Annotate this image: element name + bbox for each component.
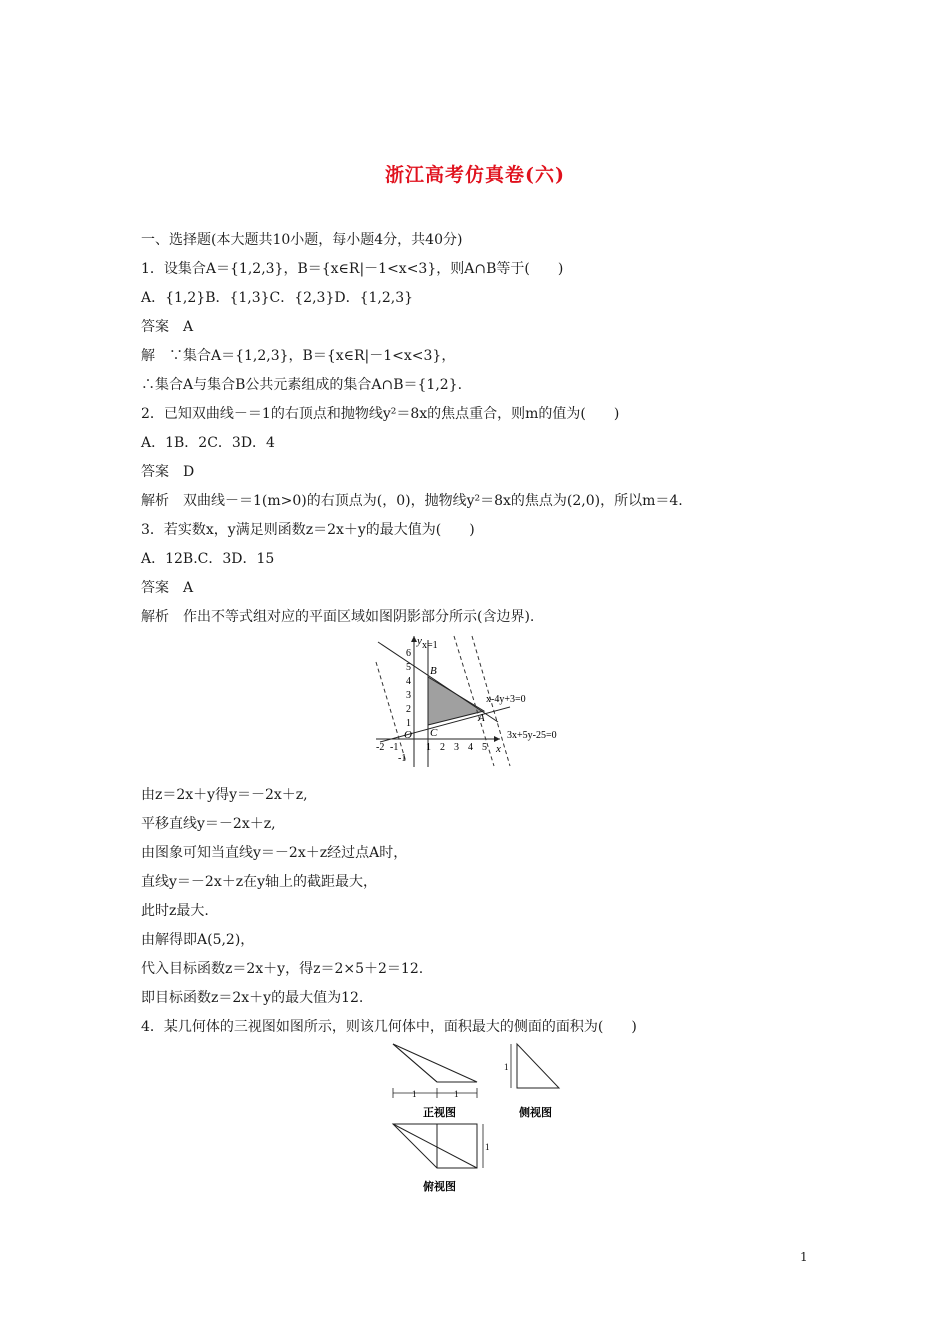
- q3-text: 3．若实数x，y满足则函数z＝2x＋y的最大值为( ): [141, 522, 475, 538]
- label-line-2: 3x+5y-25=0: [507, 730, 557, 741]
- point-c-label: C: [430, 727, 438, 739]
- label-line-1: x-4y+3=0: [486, 694, 526, 705]
- feasible-region-figure: [370, 632, 610, 774]
- q3-solution-8: 即目标函数z＝2x＋y的最大值为12.: [141, 990, 364, 1006]
- section-heading: 一、选择题(本大题共10小题，每小题4分，共40分): [141, 232, 463, 248]
- side-dim: 1: [504, 1062, 509, 1072]
- q2-text: 2．已知双曲线－＝1的右顶点和抛物线y²＝8x的焦点重合，则m的值为( ): [141, 406, 620, 422]
- y-tick-neg1: -1: [398, 753, 407, 764]
- top-view-label: 俯视图: [423, 1181, 456, 1193]
- q3-solution-6: 由解得即A(5,2)，: [141, 932, 255, 948]
- q3-solution-4: 直线y＝－2x＋z在y轴上的截距最大，: [141, 874, 377, 890]
- x-tick-neg2: -2: [376, 742, 385, 753]
- y-axis-label: y: [417, 635, 422, 647]
- label-x-equals-1: x=1: [422, 640, 438, 651]
- page-title: 浙江高考仿真卷(六): [385, 164, 565, 186]
- q1-answer: 答案 A: [141, 319, 194, 335]
- x-tick-3: 3: [454, 742, 459, 753]
- q3-answer: 答案 A: [141, 580, 194, 596]
- q1-solution-2: ∴集合A与集合B公共元素组成的集合A∩B＝{1,2}.: [141, 377, 463, 393]
- y-tick-5: 5: [406, 662, 411, 673]
- q3-solution-intro: 解析 作出不等式组对应的平面区域如图阴影部分所示(含边界).: [141, 609, 535, 625]
- x-tick-2: 2: [440, 742, 445, 753]
- x-tick-1: 1: [426, 742, 431, 753]
- origin-label: O: [404, 729, 412, 741]
- q3-solution-1: 由z＝2x＋y得y＝－2x＋z,: [141, 787, 308, 803]
- q2-options: A．1B．2C．3D．4: [141, 435, 275, 451]
- point-b-label: B: [430, 665, 437, 677]
- top-dim: 1: [485, 1142, 490, 1152]
- x-tick-4: 4: [468, 742, 473, 753]
- y-tick-2: 2: [406, 704, 411, 715]
- q3-solution-3: 由图象可知当直线y＝－2x＋z经过点A时，: [141, 845, 408, 861]
- q2-solution: 解析 双曲线－＝1(m>0)的右顶点为(，0)，抛物线y²＝8x的焦点为(2,0)，所以m＝4.: [141, 493, 683, 509]
- page-number: 1: [800, 1250, 808, 1264]
- q3-solution-2: 平移直线y＝－2x＋z,: [141, 816, 276, 832]
- y-tick-3: 3: [406, 690, 411, 701]
- front-view-shape: [393, 1044, 477, 1082]
- y-tick-4: 4: [406, 676, 411, 687]
- side-view-shape: [517, 1044, 559, 1088]
- feasible-region: [428, 677, 484, 725]
- q4-text: 4．某几何体的三视图如图所示，则该几何体中，面积最大的侧面的面积为( ): [141, 1019, 637, 1035]
- three-view-figure: [385, 1040, 570, 1200]
- y-tick-6: 6: [406, 648, 411, 659]
- side-view-label: 侧视图: [519, 1107, 552, 1119]
- q3-solution-5: 此时z最大.: [141, 903, 209, 919]
- q1-text: 1．设集合A＝{1,2,3}，B＝{x∈R|－1<x<3}，则A∩B等于( ): [141, 261, 564, 277]
- q1-options: A．{1,2}B．{1,3}C．{2,3}D．{1,2,3}: [141, 290, 414, 306]
- front-dim-1: 1: [412, 1089, 417, 1099]
- x-tick-5: 5: [482, 742, 487, 753]
- x-tick-neg1: -1: [390, 742, 399, 753]
- x-axis-label: x: [496, 743, 501, 755]
- y-tick-1: 1: [406, 718, 411, 729]
- q1-solution-1: 解 ∵集合A＝{1,2,3}，B＝{x∈R|－1<x<3}，: [141, 348, 456, 364]
- point-a-label: A: [478, 712, 485, 724]
- q2-answer: 答案 D: [141, 464, 195, 480]
- q3-options: A．12B.C．3D．15: [141, 551, 275, 567]
- front-view-label: 正视图: [423, 1107, 456, 1119]
- q3-solution-7: 代入目标函数z＝2x＋y，得z＝2×5＋2＝12.: [141, 961, 424, 977]
- front-dim-2: 1: [454, 1089, 459, 1099]
